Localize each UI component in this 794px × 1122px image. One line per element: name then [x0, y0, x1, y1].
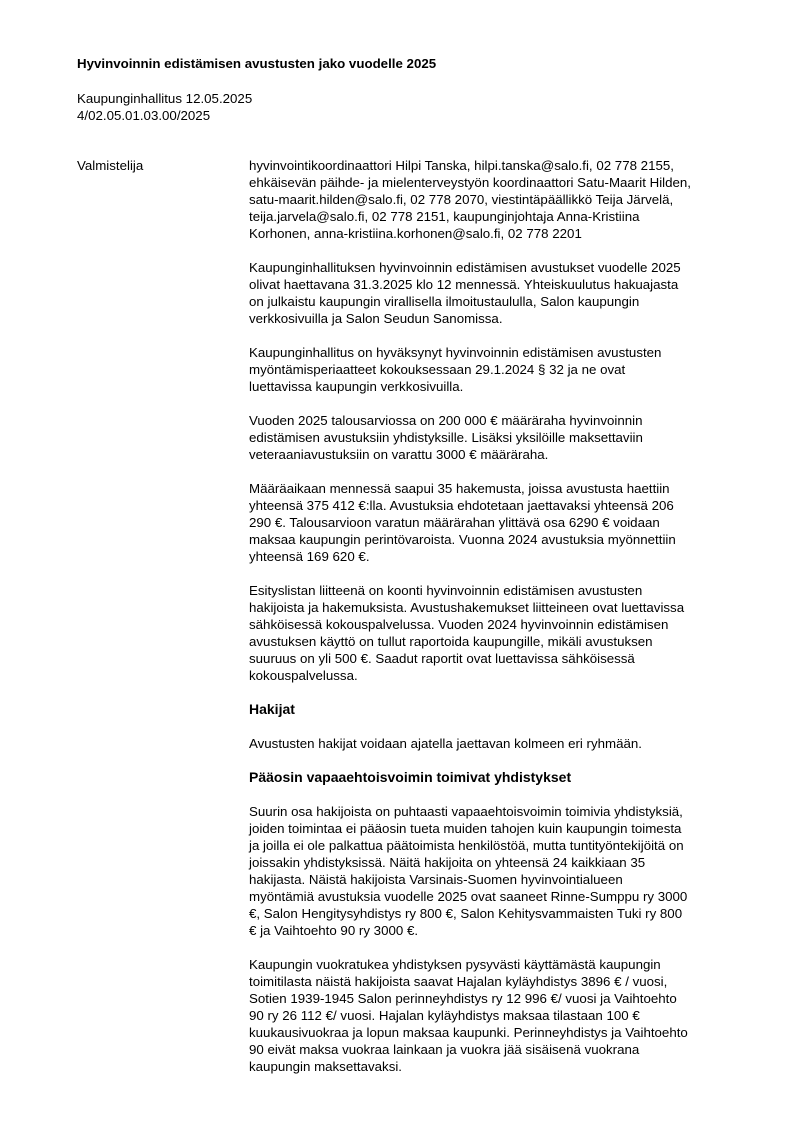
text-line: Kaupungin vuokratukea yhdistyksen pysyvästi käyttämästä kaupungin — [249, 957, 661, 972]
document-title: Hyvinvoinnin edistämisen avustusten jako vuodelle 2025 — [77, 56, 437, 71]
text-line: €, Salon Hengitysyhdistys ry 800 €, Salon Kehitysvammaisten Tuki ry 800 — [249, 906, 683, 921]
text-line: olivat haettavana 31.3.2025 klo 12 mennessä. Yhteiskuulutus hakuajasta — [249, 277, 679, 292]
text-line: kokouspalvelussa. — [249, 668, 358, 683]
text-line: verkkosivuilla ja Salon Seudun Sanomissa. — [249, 311, 503, 326]
text-line: 290 €. Talousarvioon varatun määrärahan ylittävä osa 6290 € voidaan — [249, 515, 660, 530]
preparer-line: satu-maarit.hilden@salo.fi, 02 778 2070, viestintäpäällikkö Teija Järvelä, — [249, 192, 674, 207]
text-line: 90 ry 26 112 €/ vuosi. Hajalan kyläyhdistys maksaa tilastaan 100 € — [249, 1008, 640, 1023]
text-line: kuukausivuokraa ja lopun maksaa kaupunki. Perinneyhdistys ja Vaihtoehto — [249, 1025, 688, 1040]
paragraph-application-period — [249, 259, 739, 327]
paragraph-applications — [249, 480, 739, 565]
text-line: avustuksen käyttö on tullut raportoida kaupungille, mikäli avustuksen — [249, 634, 653, 649]
text-line: yhteensä 375 412 €:lla. Avustuksia ehdotetaan jaettavaksi yhteensä 206 — [249, 498, 674, 513]
text-line: myöntämisperiaatteet kokouksessaan 29.1.2024 § 32 ja ne ovat — [249, 362, 626, 377]
preparer-label: Valmistelija — [77, 158, 144, 173]
text-line: kaupungin maksettavaksi. — [249, 1059, 402, 1074]
paragraph-budget — [249, 412, 739, 463]
text-line: hakijoista ja hakemuksista. Avustushakemukset liitteineen ovat luettavissa — [249, 600, 685, 615]
meeting-info — [77, 90, 252, 124]
document-body — [249, 157, 739, 1092]
text-line: luettavissa kaupungin verkkosivuilla. — [249, 379, 464, 394]
text-line: joiden toimintaa ei pääosin tueta muiden tahojen kuin kaupungin toimesta — [249, 821, 682, 836]
text-line: Suurin osa hakijoista on puhtaasti vapaaehtoisvoimin toimivia yhdistyksiä, — [249, 804, 683, 819]
section-heading-volunteer-associations: Pääosin vapaaehtoisvoimin toimivat yhdistykset — [249, 769, 572, 785]
text-line: toimitilasta näistä hakijoista saavat Hajalan kyläyhdistys 3896 € / vuosi, — [249, 974, 668, 989]
text-line: veteraaniavustuksiin on varattu 3000 € määräraha. — [249, 447, 549, 462]
text-line: Esityslistan liitteenä on koonti hyvinvoinnin edistämisen avustusten — [249, 583, 643, 598]
preparer-details — [249, 157, 739, 242]
paragraph-attachments — [249, 582, 739, 684]
preparer-line: Korhonen, anna-kristiina.korhonen@salo.fi, 02 778 2201 — [249, 226, 582, 241]
case-number: 4/02.05.01.03.00/2025 — [77, 108, 211, 123]
paragraph-principles — [249, 344, 739, 395]
text-line: maksaa kaupungin perintövaroista. Vuonna 2024 avustuksia myönnettiin — [249, 532, 676, 547]
text-line: Vuoden 2025 talousarviossa on 200 000 € määräraha hyvinvoinnin — [249, 413, 643, 428]
preparer-line: teija.jarvela@salo.fi, 02 778 2151, kaupunginjohtaja Anna-Kristiina — [249, 209, 640, 224]
text-line: yhteensä 169 620 €. — [249, 549, 370, 564]
text-line: Kaupunginhallituksen hyvinvoinnin edistämisen avustukset vuodelle 2025 — [249, 260, 681, 275]
text-line: joissakin yhdistyksissä. Näitä hakijoita on yhteensä 24 kaikkiaan 35 — [249, 855, 646, 870]
text-line: Sotien 1939-1945 Salon perinneyhdistys ry 12 996 €/ vuosi ja Vaihtoehto — [249, 991, 677, 1006]
text-line: Avustusten hakijat voidaan ajatella jaettavan kolmeen eri ryhmään. — [249, 736, 642, 751]
text-line: € ja Vaihtoehto 90 ry 3000 €. — [249, 923, 419, 938]
section-heading-applicants: Hakijat — [249, 701, 295, 717]
text-line: ja joilla ei ole palkattua päätoimista henkilöstöä, mutta tuntityöntekijöitä on — [249, 838, 684, 853]
meeting-date: Kaupunginhallitus 12.05.2025 — [77, 91, 253, 106]
text-line: myöntämiä avustuksia vuodelle 2025 ovat saaneet Rinne-Sumppu ry 3000 — [249, 889, 688, 904]
text-line: Määräaikaan mennessä saapui 35 hakemusta, joissa avustusta haettiin — [249, 481, 670, 496]
text-line: hakijasta. Näistä hakijoista Varsinais-Suomen hyvinvointialueen — [249, 872, 623, 887]
text-line: suuruus on yli 500 €. Saadut raportit ovat luettavissa sähköisessä — [249, 651, 635, 666]
text-line: 90 eivät maksa vuokraa lainkaan ja vuokra jää sisäisenä vuokrana — [249, 1042, 640, 1057]
paragraph-rent-support — [249, 956, 739, 1075]
preparer-line: ehkäisevän päihde- ja mielenterveystyön koordinaattori Satu-Maarit Hilden, — [249, 175, 691, 190]
text-line: on julkaistu kaupungin virallisella ilmoitustaululla, Salon kaupungin — [249, 294, 640, 309]
text-line: Kaupunginhallitus on hyväksynyt hyvinvoinnin edistämisen avustusten — [249, 345, 662, 360]
paragraph-applicant-groups — [249, 735, 739, 752]
text-line: edistämisen avustuksiin yhdistyksille. Lisäksi yksilöille maksettaviin — [249, 430, 643, 445]
text-line: sähköisessä kokouspalvelussa. Vuoden 2024 hyvinvoinnin edistämisen — [249, 617, 669, 632]
paragraph-volunteer-associations — [249, 803, 739, 939]
preparer-line: hyvinvointikoordinaattori Hilpi Tanska, hilpi.tanska@salo.fi, 02 778 2155, — [249, 158, 674, 173]
